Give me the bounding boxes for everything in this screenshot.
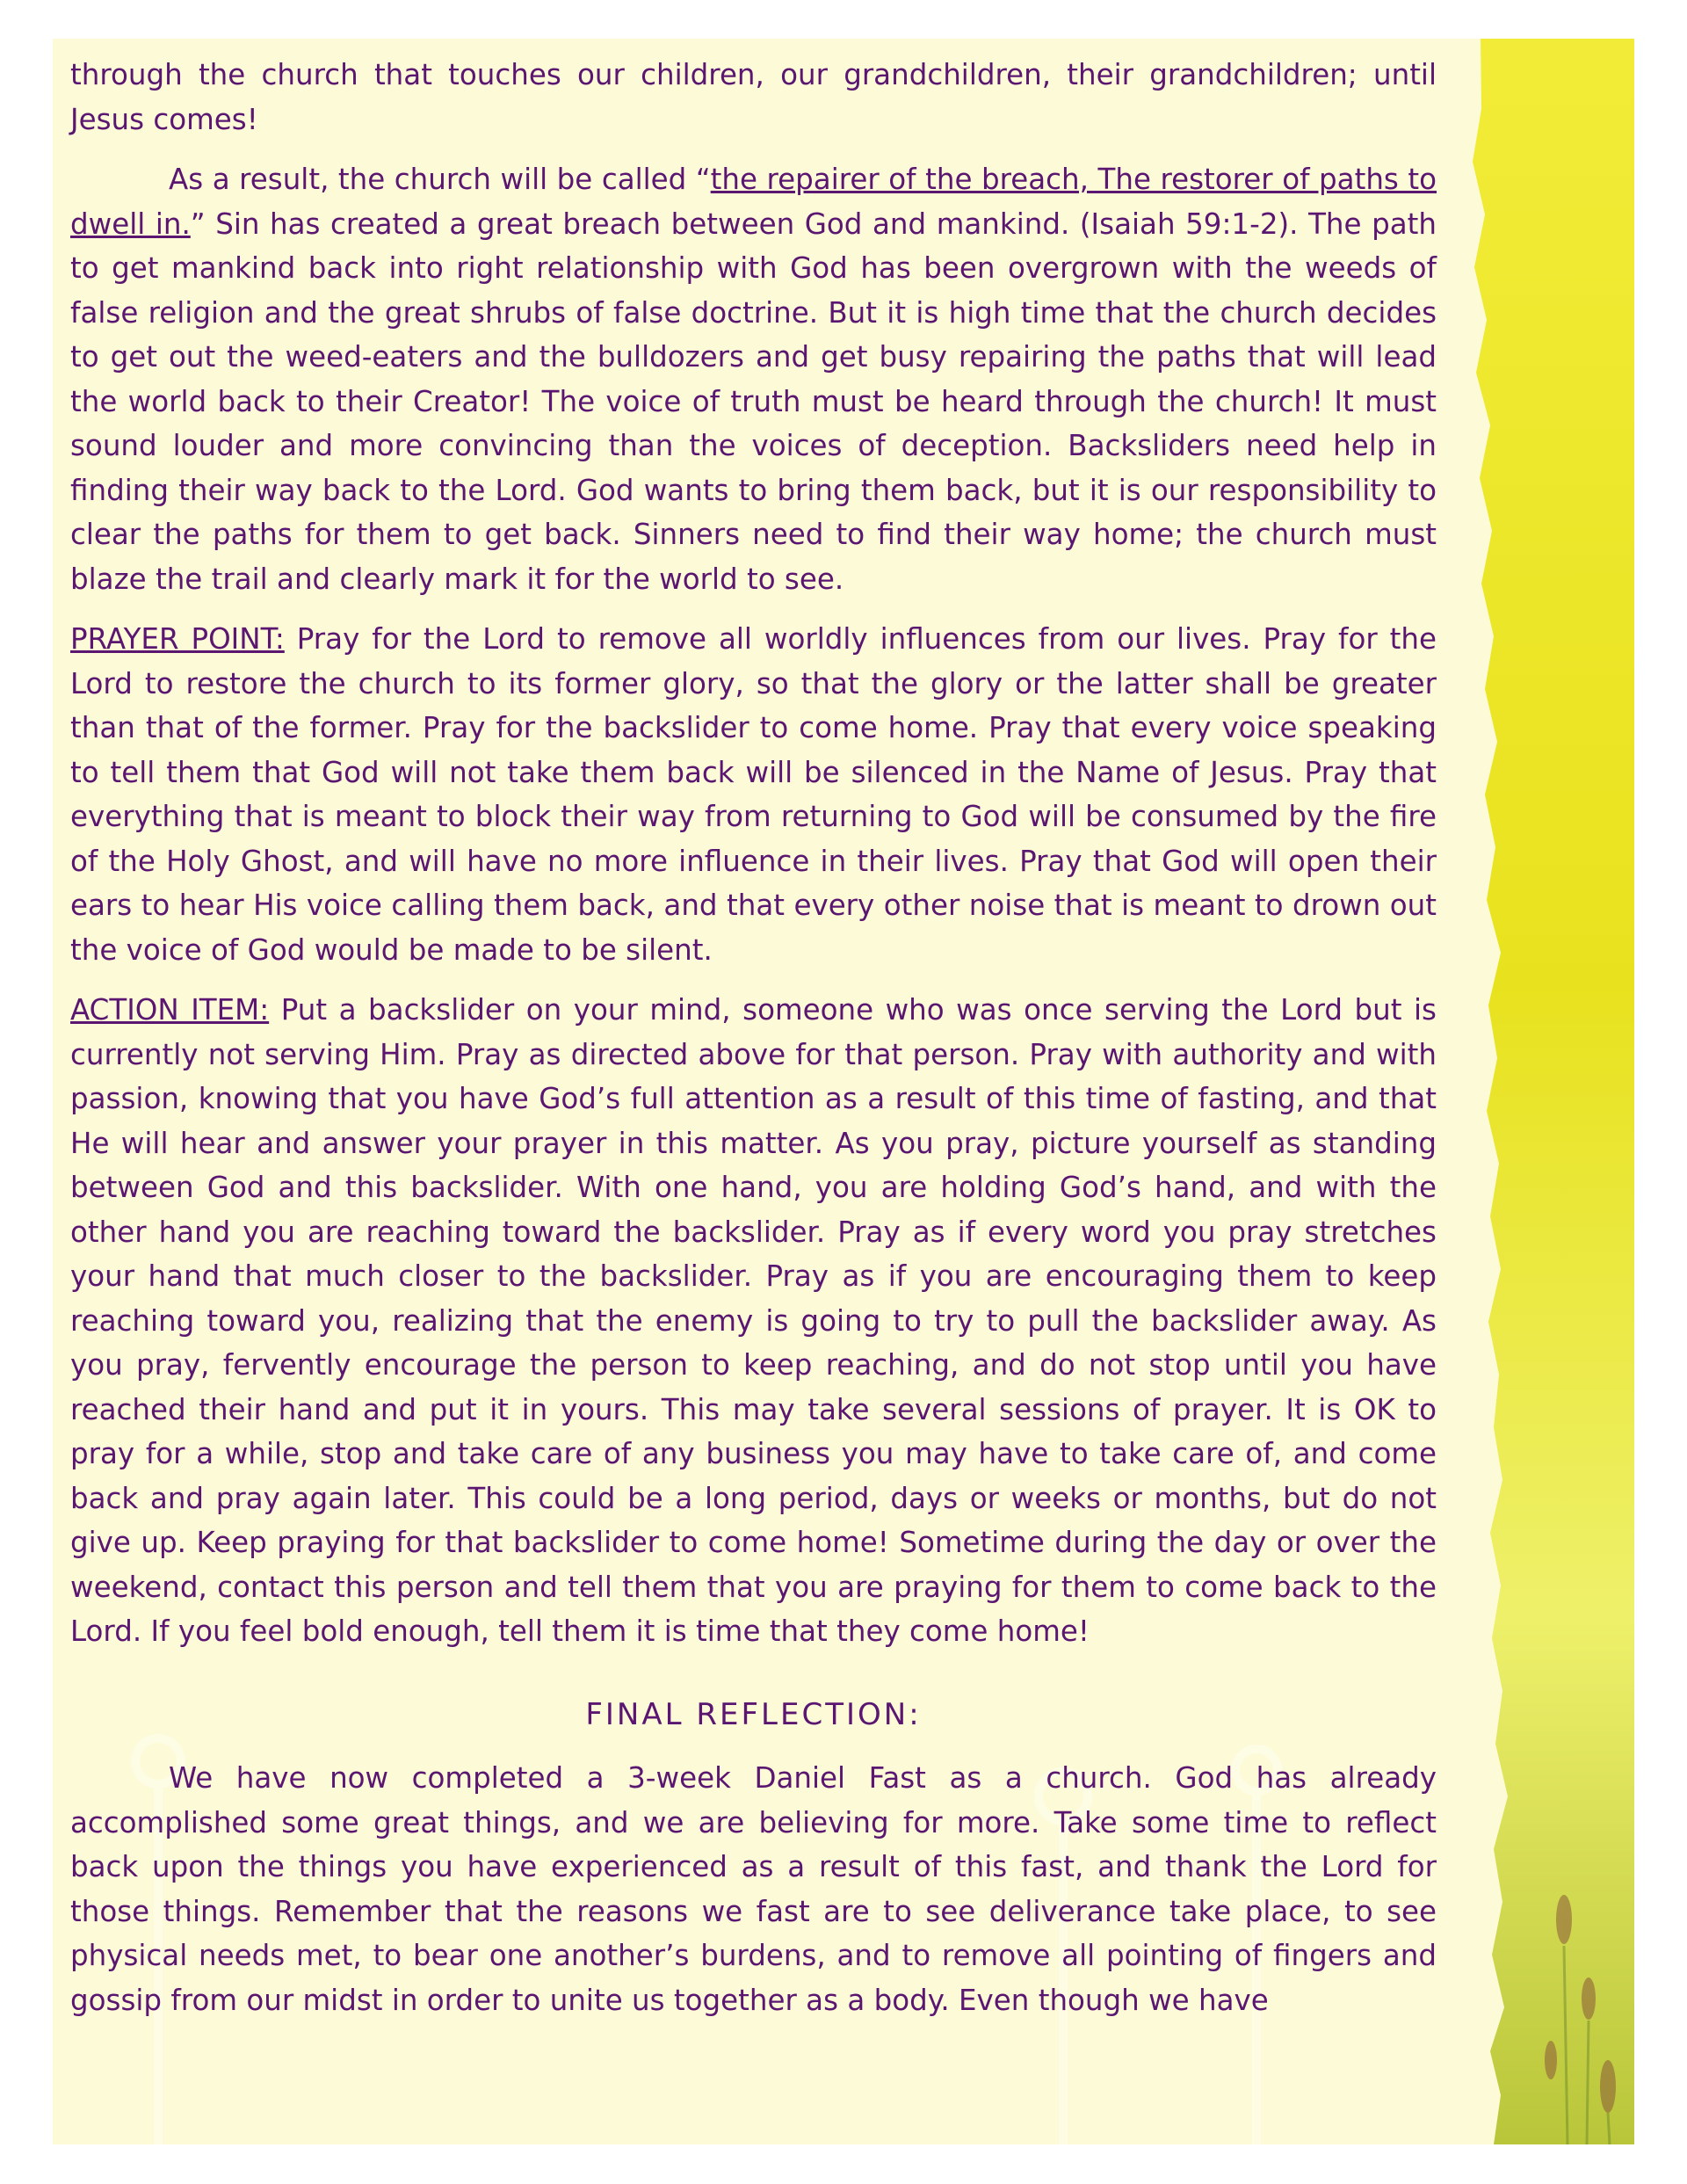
document-page [53, 39, 1634, 2144]
intro-paragraph [70, 53, 1437, 141]
repairer-lead: As a result, the church will be called “ [169, 163, 711, 196]
repairer-body: ” Sin has created a great breach between God and mankind. (Isaiah 59:1-2). The path to get mankind back into right relationship with God has been overgrown with the weeds of false religion and the great shrubs of false doctrine. But it is high time that the church decides to get out the weed-eaters and the bulldozers and get busy repairing the paths that will lead the world back to their Creator! The voice of truth must be heard through the church! It must sound louder and more convincing than the voices of deception. Backsliders need help in finding their way back to the Lord. God wants to bring them back, but it is our responsibility to clear the paths for them to get back. Sinners need to find their way home; the church must blaze the trail and clearly mark it for the world to see. [70, 207, 1437, 596]
repairer-quote: the repairer of the breach, The restorer of paths to dwell in. [70, 163, 1437, 241]
repairer-paragraph [70, 157, 1437, 601]
final-reflection-heading: FINAL REFLECTION: [585, 1696, 922, 1732]
final-reflection-paragraph [70, 1756, 1437, 2022]
document-body [70, 53, 1437, 2038]
action-item-label: ACTION ITEM: [70, 993, 270, 1027]
action-item-paragraph [70, 988, 1437, 1654]
intro-text: through the church that touches our children, our grandchildren, their grandchildren; until Jesus comes! [70, 58, 1437, 136]
prayer-point-label: PRAYER POINT: [70, 622, 285, 656]
prayer-point-paragraph [70, 617, 1437, 972]
prayer-point-text: Pray for the Lord to remove all worldly influences from our lives. Pray for the Lord to restore the church to its former glory, so that the glory or the latter shall be greater than that of the former. Pray for the backslider to come home. Pray that every voice speaking to tell them that God will not take them back will be silenced in the Name of Jesus. Pray that everything that is meant to block their way from returning to God will be consumed by the fire of the Holy Ghost, and will have no more influence in their lives. Pray that God will open their ears to hear His voice calling them back, and that every other noise that is meant to drown out the voice of God would be made to be silent. [70, 622, 1437, 967]
torn-edge-strip [1473, 39, 1634, 2144]
final-reflection-text: We have now completed a 3-week Daniel Fast as a church. God has already accomplished some great things, and we are believing for more. Take some time to reflect back upon the things you have experienced as a result of this fast, and thank the Lord for those things. Remember that the reasons we fast are to see deliverance take place, to see physical needs met, to bear one another’s burdens, and to remove all pointing of fingers and gossip from our midst in order to unite us together as a body. Even though we have [70, 1761, 1437, 2017]
action-item-text: Put a backslider on your mind, someone who was once serving the Lord but is currently not serving Him. Pray as directed above for that person. Pray with authority and with passion, knowing that you have God’s full attention as a result of this time of fasting, and that He will hear and answer your prayer in this matter. As you pray, picture yourself as standing between God and this backslider. With one hand, you are holding God’s hand, and with the other hand you are reaching toward the backslider. Pray as if every word you pray stretches your hand that much closer to the backslider. Pray as if you are encouraging them to keep reaching toward you, realizing that the enemy is going to try to pull the backslider away. As you pray, fervently encourage the person to keep reaching, and do not stop until you have reached their hand and put it in yours. This may take several sessions of prayer. It is OK to pray for a while, stop and take care of any business you may have to take care of, and come back and pray again later. This could be a long period, days or weeks or months, but do not give up. Keep praying for that backslider to come home! Sometime during the day or over the weekend, contact this person and tell them that you are praying for them to come back to the Lord. If you feel bold enough, tell them it is time that they come home! [70, 993, 1437, 1648]
